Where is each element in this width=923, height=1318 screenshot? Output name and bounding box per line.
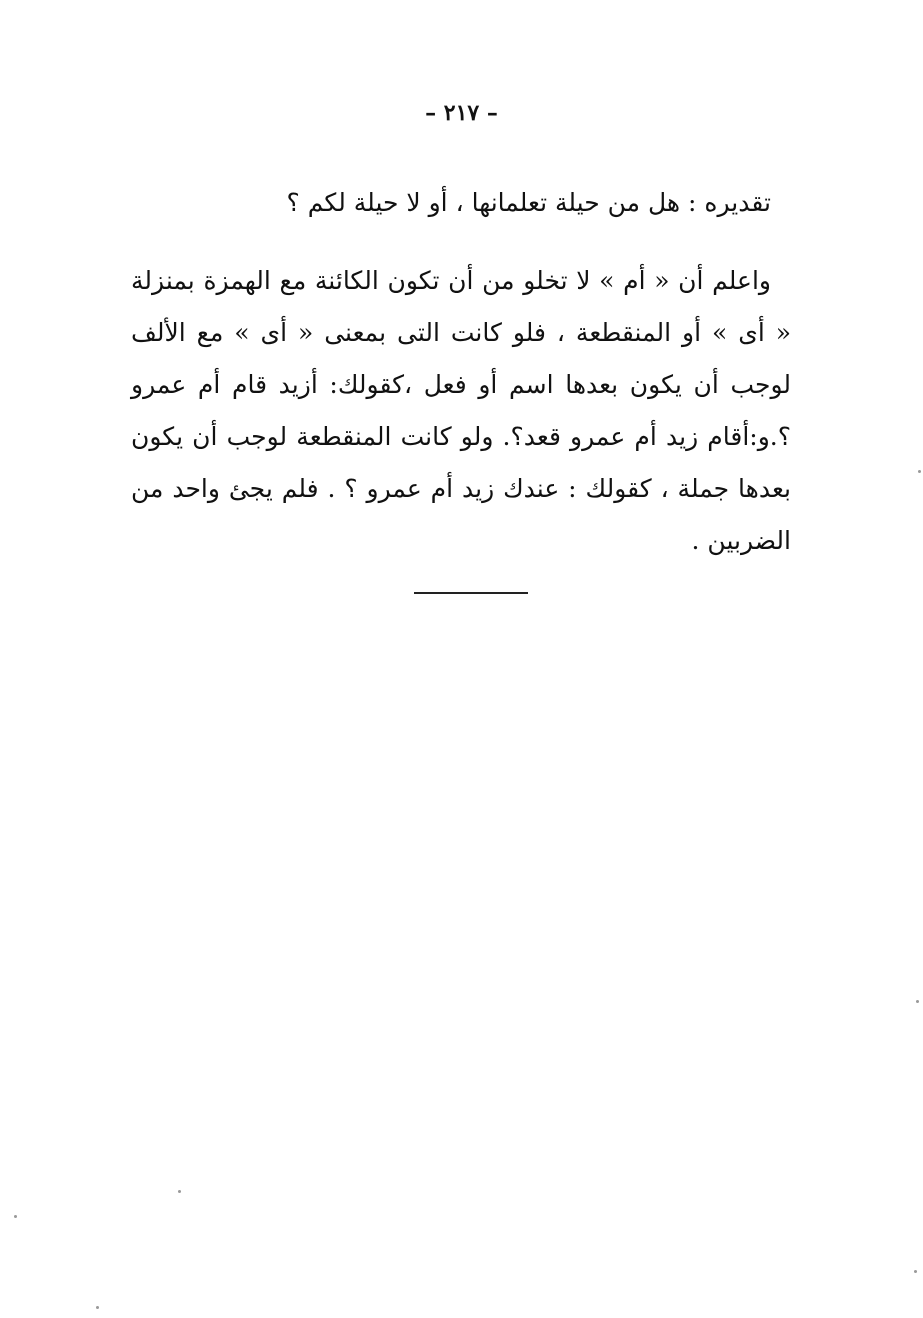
scan-speck [14, 1215, 17, 1218]
scan-speck [916, 1000, 919, 1003]
scan-speck [96, 1306, 99, 1309]
body-paragraph: واعلم أن « أم » لا تخلو من أن تكون الكائنة مع الهمزة بمنزلة « أى » أو المنقطعة ، فلو كانت التى بمعنى « أى » مع الألف لوجب أن يكون بعدها اسم أو فعل ،كقولك: أزيد قام أم عمرو ؟.و:أقام زيد أم عمرو قعد؟. ولو كانت المنقطعة لوجب أن يكون بعدها جملة ، كقولك : عندك زيد أم عمرو ؟ . فلم يجئ واحد من الضربين . [131, 266, 791, 555]
page-number: – ٢١٧ – [425, 100, 498, 126]
scan-speck [178, 1190, 181, 1193]
intro-line: تقديره : هل من حيلة تعلمانها ، أو لا حيلة لكم ؟ [286, 188, 771, 217]
scan-speck [914, 1270, 917, 1273]
section-divider [414, 592, 528, 594]
scan-speck [918, 470, 921, 473]
